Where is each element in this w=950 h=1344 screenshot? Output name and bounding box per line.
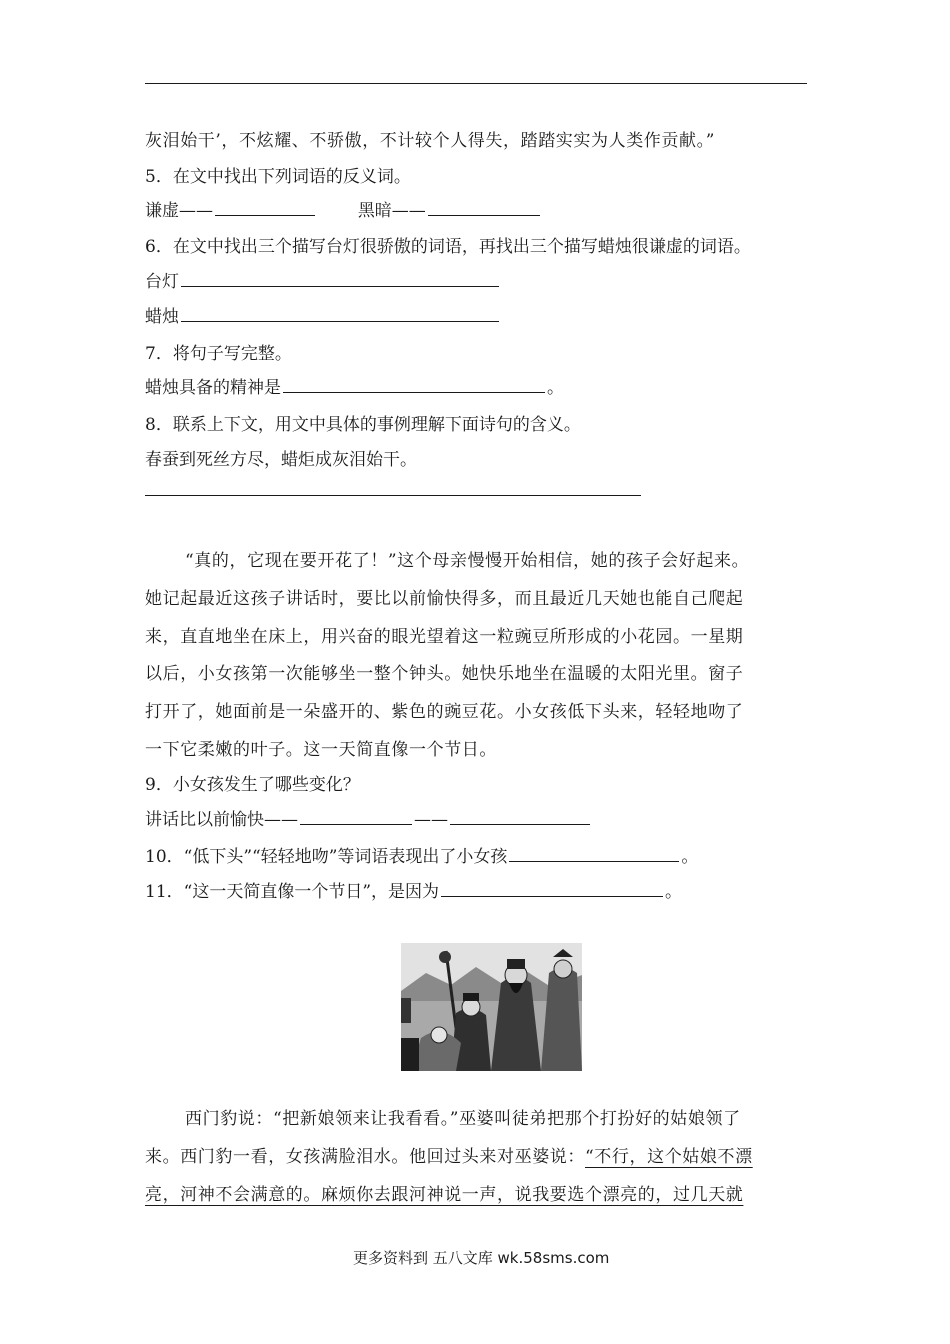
passage2-line-6: 一下它柔嫩的叶子。这一天简直像一个节日。 <box>145 740 497 760</box>
q7-blank[interactable] <box>283 374 545 393</box>
passage2-line-5: 打开了，她面前是一朵盛开的、紫色的豌豆花。小女孩低下头来，轻轻地吻了 <box>145 702 744 722</box>
q5-blank-b[interactable] <box>428 197 540 216</box>
q7-end: 。 <box>547 378 564 398</box>
q10-blank[interactable] <box>509 843 679 862</box>
q10-end: 。 <box>681 847 699 867</box>
page-footer: 更多资料到 五八文库 wk.58sms.com <box>353 1249 610 1267</box>
q10-text: 10．“低下头”“轻轻地吻”等词语表现出了小女孩 <box>145 847 508 867</box>
q6-answer-row-b <box>145 302 501 327</box>
passage3-line-1: 西门豹说：“把新娘领来让我看看。”巫婆叫徒弟把那个打扮好的姑娘领了 <box>185 1109 741 1129</box>
q6-blank-a[interactable] <box>181 268 499 287</box>
q11-text: 11．“这一天简直像一个节日”，是因为 <box>145 882 440 902</box>
passage2-line-2: 她记起最近这孩子讲话时，要比以前愉快得多，而且最近几天她也能自己爬起 <box>145 589 744 609</box>
q5-label-b: 黑暗—— <box>357 201 426 221</box>
passage2-line-3: 来，直直地坐在床上，用兴奋的眼光望着这一粒豌豆所形成的小花园。一星期 <box>145 627 744 647</box>
question-11 <box>145 877 682 902</box>
q5-label-a: 谦虚—— <box>145 201 213 221</box>
q8-poem: 春蚕到死丝方尽，蜡炬成灰泪始干。 <box>145 450 417 470</box>
q9-blank-b[interactable] <box>450 806 590 825</box>
question-6: 6．在文中找出三个描写台灯很骄傲的词语，再找出三个描写蜡烛很谦虚的词语。 <box>145 237 751 257</box>
question-10 <box>145 842 698 867</box>
passage2-line-1: “真的，它现在要开花了！”这个母亲慢慢开始相信，她的孩子会好起来。 <box>185 551 750 571</box>
q7-label: 蜡烛具备的精神是 <box>145 378 281 398</box>
passage1-continuation: 灰泪始干’，不炫耀、不骄傲，不计较个人得失，踏踏实实为人类作贡献。” <box>145 131 715 151</box>
q11-blank[interactable] <box>441 878 663 897</box>
q9-blank-a[interactable] <box>300 806 412 825</box>
q9-answer-row <box>145 805 592 830</box>
q6-label-b: 蜡烛 <box>145 307 179 327</box>
question-8: 8．联系上下文，用文中具体的事例理解下面诗句的含义。 <box>145 415 581 435</box>
passage3-line-2-plain: 来。西门豹一看，女孩满脸泪水。他回过头来对巫婆说： <box>145 1147 585 1167</box>
question-7: 7．将句子写完整。 <box>145 344 292 364</box>
q11-end: 。 <box>665 882 683 902</box>
q5-blank-a[interactable] <box>215 197 315 216</box>
header-rule <box>145 83 807 84</box>
question-9: 9．小女孩发生了哪些变化？ <box>145 775 360 795</box>
passage3-line-3: 亮，河神不会满意的。麻烦你去跟河神说一声，说我要选个漂亮的，过几天就 <box>145 1185 744 1205</box>
q6-blank-b[interactable] <box>181 303 499 322</box>
question-5: 5．在文中找出下列词语的反义词。 <box>145 167 411 187</box>
passage3-line-2 <box>145 1142 753 1167</box>
q7-answer-row <box>145 373 564 398</box>
q8-answer-line[interactable] <box>145 495 641 496</box>
q6-answer-row-a <box>145 267 501 292</box>
passage3-line-2-underlined: “不行，这个姑娘不漂 <box>585 1147 753 1167</box>
story-illustration <box>401 943 582 1071</box>
q9-label: 讲话比以前愉快—— <box>145 810 298 830</box>
q9-mid: —— <box>414 810 448 830</box>
passage2-line-4: 以后，小女孩第一次能够坐一整个钟头。她快乐地坐在温暖的太阳光里。窗子 <box>145 664 744 684</box>
q5-answer-row <box>145 196 542 221</box>
q6-label-a: 台灯 <box>145 272 179 292</box>
